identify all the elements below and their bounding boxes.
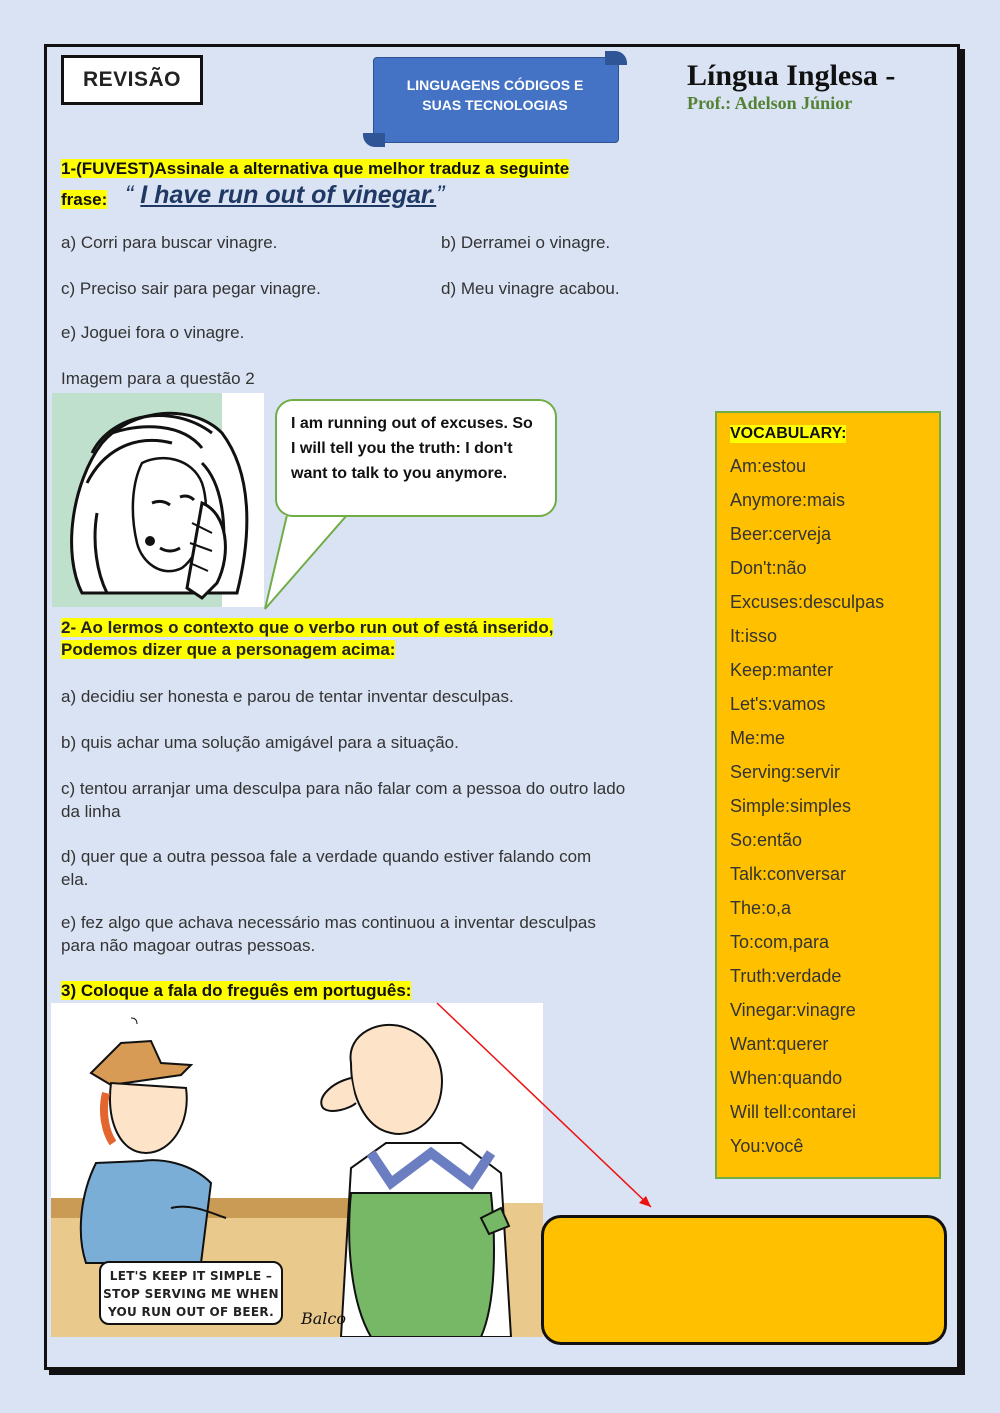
- q2-option-b: b) quis achar uma solução amigável para a situação.: [61, 733, 459, 752]
- vocab-item: When:quando: [730, 1068, 843, 1088]
- banner-line-2: SUAS TECNOLOGIAS: [422, 97, 568, 113]
- q3-prompt: 3) Coloque a fala do freguês em português:: [61, 981, 412, 1000]
- vocab-item: Serving:servir: [730, 762, 841, 782]
- q1-option-c: c) Preciso sair para pegar vinagre.: [61, 279, 321, 298]
- vocab-item: So:então: [730, 830, 803, 850]
- cartoon-signature: Balco: [301, 1309, 347, 1328]
- vocab-item: Me:me: [730, 728, 786, 748]
- q1-option-b: b) Derramei o vinagre.: [441, 233, 611, 252]
- q1-option-e: e) Joguei fora o vinagre.: [61, 323, 245, 342]
- q2-option-e: e) fez algo que achava necessário mas continuou a inventar desculpas para não magoar outras pessoas.: [61, 913, 596, 955]
- woman-phone-illustration: [52, 393, 264, 607]
- q1-option-a: a) Corri para buscar vinagre.: [61, 233, 278, 252]
- red-arrow: [427, 997, 667, 1217]
- q2-image-label: Imagem para a questão 2: [61, 369, 255, 388]
- q1-prompt-frase: frase:: [61, 190, 108, 209]
- revisao-label: REVISÃO: [61, 55, 203, 105]
- vocab-item: It:isso: [730, 626, 778, 646]
- vocab-item: Truth:verdade: [730, 966, 842, 986]
- vocab-item: Will tell:contarei: [730, 1102, 857, 1122]
- professor-name: Prof.: Adelson Júnior: [687, 93, 853, 113]
- q2-option-d: d) quer que a outra pessoa fale a verdade quando estiver falando com ela.: [61, 847, 592, 889]
- q2-prompt: [61, 617, 621, 661]
- vocab-item: Keep:manter: [730, 660, 834, 680]
- q2-prompt-line2: Podemos dizer que a personagem acima:: [61, 640, 396, 659]
- subject-banner: [373, 57, 617, 141]
- q2-option-c: c) tentou arranjar uma desculpa para não falar com a pessoa do outro lado da linha: [61, 779, 626, 821]
- vocab-item: Beer:cerveja: [730, 524, 832, 544]
- speech-bubble: I am running out of excuses. So I will tell you the truth: I don't want to talk to you anymore.: [275, 399, 557, 517]
- q2-option-a: a) decidiu ser honesta e parou de tentar inventar desculpas.: [61, 687, 514, 706]
- q2-prompt-line1: 2- Ao lermos o contexto que o verbo run out of está inserido,: [61, 618, 554, 637]
- vocab-item: Talk:conversar: [730, 864, 847, 884]
- page-title: Língua Inglesa -: [687, 59, 896, 92]
- banner-line-1: LINGUAGENS CÓDIGOS E: [406, 77, 584, 93]
- vocab-item: Vinegar:vinagre: [730, 1000, 856, 1020]
- vocabulary-title: VOCABULARY:: [730, 425, 847, 442]
- q1-quote: “ I have run out of vinegar.”: [125, 181, 445, 209]
- vocab-item: Want:querer: [730, 1034, 829, 1054]
- vocab-item: Anymore:mais: [730, 490, 846, 510]
- q1-quote-text: I have run out of vinegar.: [140, 181, 437, 209]
- vocab-item: You:você: [730, 1136, 804, 1156]
- q1-option-d: d) Meu vinagre acabou.: [441, 279, 620, 298]
- cartoon-speech-caption: LET'S KEEP IT SIMPLE – STOP SERVING ME WHEN YOU RUN OUT OF BEER.: [99, 1261, 283, 1325]
- q1-prompt: 1-(FUVEST)Assinale a alternativa que melhor traduz a seguinte: [61, 159, 570, 178]
- vocab-item: To:com,para: [730, 932, 830, 952]
- vocabulary-box: [715, 411, 941, 1179]
- answer-box[interactable]: [541, 1215, 947, 1345]
- vocab-item: Am:estou: [730, 456, 807, 476]
- vocab-item: Simple:simples: [730, 796, 852, 816]
- worksheet: [44, 44, 960, 1370]
- vocab-item: Excuses:desculpas: [730, 592, 885, 612]
- vocab-item: The:o,a: [730, 898, 792, 918]
- vocab-item: Let's:vamos: [730, 694, 826, 714]
- vocab-item: Don't:não: [730, 558, 807, 578]
